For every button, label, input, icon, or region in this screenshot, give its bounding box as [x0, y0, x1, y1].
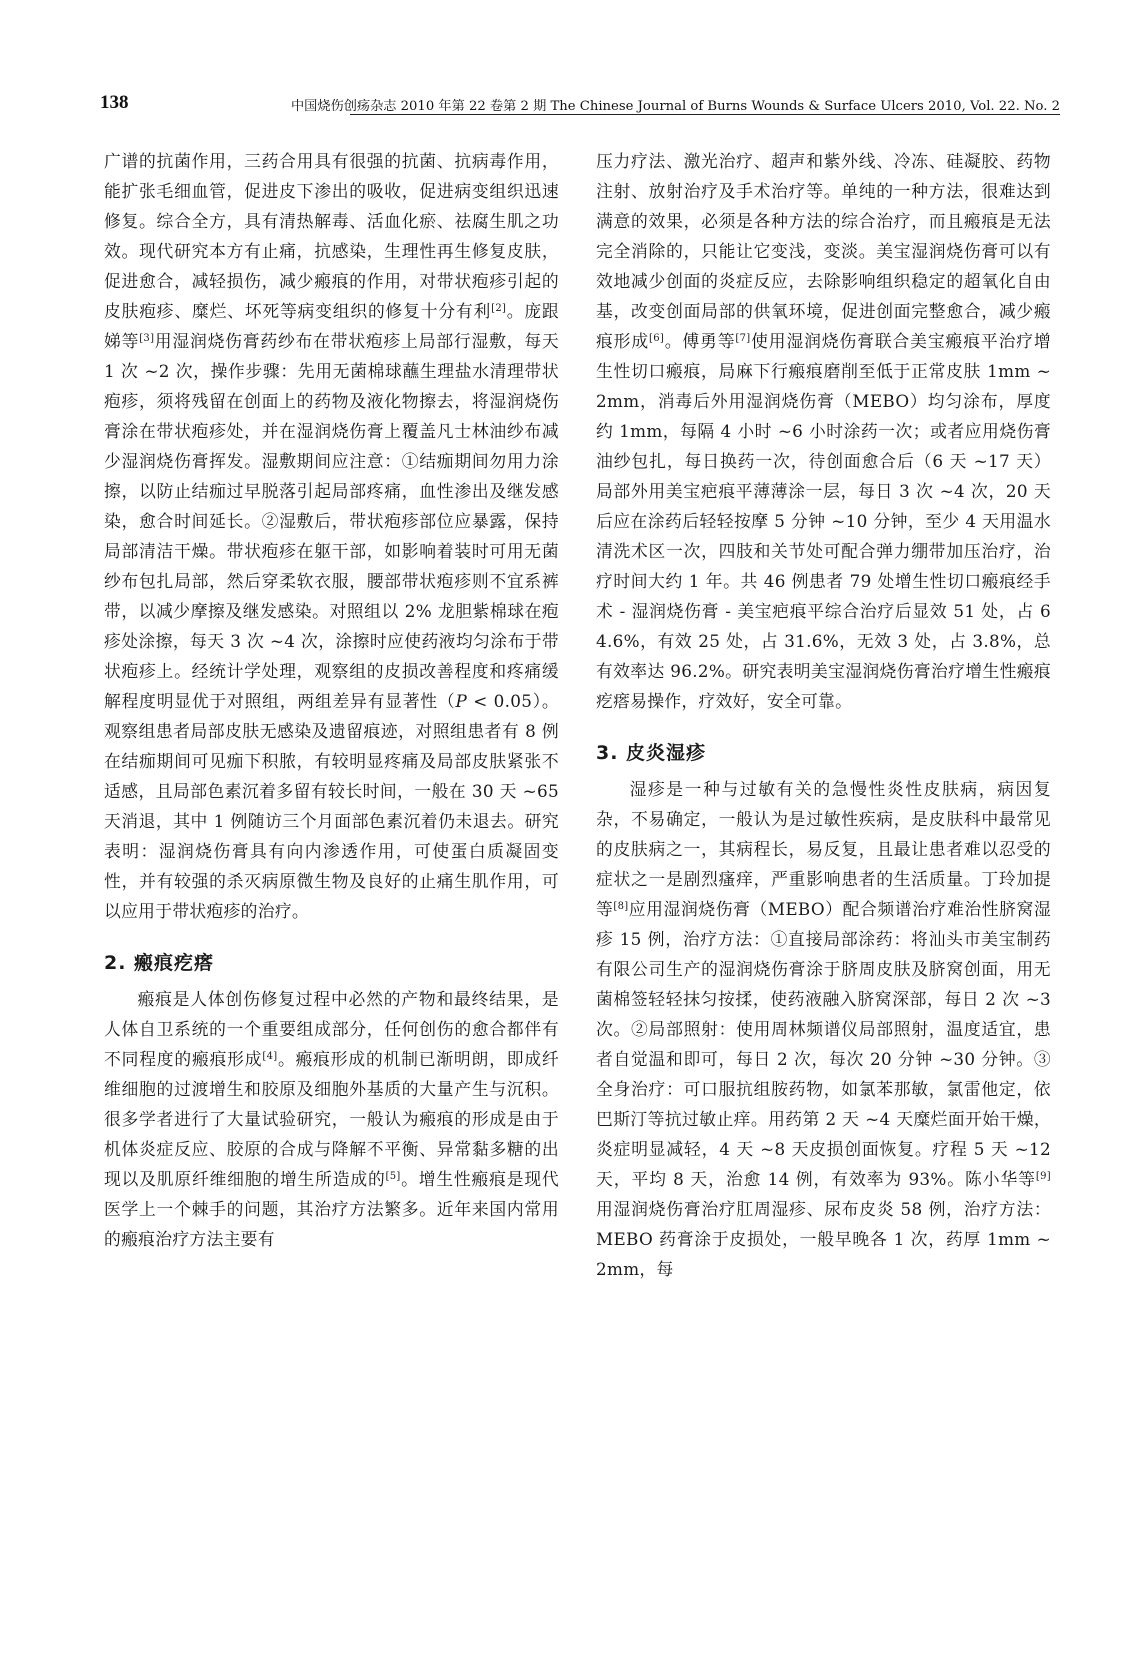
running-head: 中国烧伤创疡杂志 2010 年第 22 卷第 2 期 The Chinese Journal of Burns Wounds & Surface Ulcers 2010, Vol. 22. No. 2	[290, 99, 1060, 114]
text-run: 。庞跟娣等	[104, 301, 559, 351]
text-run: 压力疗法、激光治疗、超声和紫外线、冷冻、硅凝胶、药物注射、放射治疗及手术治疗等。单纯的一种方法，很难达到满意的效果，必须是各种方法的综合治疗，而且瘢痕是无法完全消除的，只能让它变浅，变淡。美宝湿润烧伤膏可以有效地减少创面的炎症反应，去除影响组织稳定的超氧化自由基，改变创面局部的供氧环境，促进创面完整愈合，减少瘢痕形成	[596, 151, 1051, 351]
text-run: 用湿润烧伤膏药纱布在带状疱疹上局部行湿敷，每天 1 次 ~2 次，操作步骤：先用无菌棉球蘸生理盐水清理带状疱疹，须将残留在创面上的药物及液化物擦去，将湿润烧伤膏涂在带状疱疹处，并在湿润烧伤膏上覆盖凡士林油纱布减少湿润烧伤膏挥发。湿敷期间应注意：①结痂期间勿用力涂擦，以防止结痂过早脱落引起局部疼痛，血性渗出及继发感染，愈合时间延长。②湿敷后，带状疱疹部位应暴露，保持局部清洁干燥。带状疱疹在躯干部，如影响着装时可用无菌纱布包扎局部，然后穿柔软衣服，腰部带状疱疹则不宜系裤带，以减少摩擦及继发感染。对照组以 2% 龙胆紫棉球在疱疹处涂擦，每天 3 次 ~4 次，涂擦时应使药液均匀涂布于带状疱疹上。经统计学处理，观察组的皮损改善程度和疼痛缓解程度明显优于对照组，两组差异有显著性（	[104, 331, 559, 711]
paragraph-keloid	[104, 984, 559, 1254]
paragraph-eczema	[596, 774, 1051, 1284]
text-run: 用湿润烧伤膏治疗肛周湿疹、尿布皮炎 58 例，治疗方法：MEBO 药膏涂于皮损处，一般早晚各 1 次，药厚 1mm ~2mm，每	[596, 1199, 1051, 1279]
citation-ref: [2]	[491, 303, 507, 314]
page-number: 138	[100, 92, 129, 113]
citation-ref: [8]	[613, 901, 629, 912]
text-run: 应用湿润烧伤膏（MEBO）配合频谱治疗难治性脐窝湿疹 15 例，治疗方法：①直接局部涂药：将汕头市美宝制药有限公司生产的湿润烧伤膏涂于脐周皮肤及脐窝创面，用无菌棉签轻轻抹匀按揉，使药液融入脐窝深部，每日 2 次 ~3 次。②局部照射：使用周林频谱仪局部照射，温度适宜，患者自觉温和即可，每日 2 次，每次 20 分钟 ~30 分钟。③全身治疗：可口服抗组胺药物，如氯苯那敏，氯雷他定，依巴斯汀等抗过敏止痒。用药第 2 天 ~4 天糜烂面开始干燥，炎症明显减轻，4 天 ~8 天皮损创面恢复。疗程 5 天 ~12 天，平均 8 天，治愈 14 例，有效率为 93%。陈小华等	[596, 899, 1051, 1189]
citation-ref: [6]	[649, 333, 665, 344]
section-title-keloid: 2. 瘢痕疙瘩	[104, 952, 215, 974]
text-run: 使用湿润烧伤膏联合美宝瘢痕平治疗增生性切口瘢痕，局麻下行瘢痕磨削至低于正常皮肤 1mm ~2mm，消毒后外用湿润烧伤膏（MEBO）均匀涂布，厚度约 1mm，每隔 4 小时 ~6 小时涂药一次；或者应用烧伤膏油纱包扎，每日换药一次，待创面愈合后（6 天 ~17 天）局部外用美宝疤痕平薄薄涂一层，每日 3 次 ~4 次，20 天后应在涂药后轻轻按摩 5 分钟 ~10 分钟，至少 4 天用温水清洗术区一次，四肢和关节处可配合弹力绷带加压治疗，治疗时间大约 1 年。共 46 例患者 79 处增生性切口瘢痕经手术 - 湿润烧伤膏 - 美宝疤痕平综合治疗后显效 51 处，占 64.6%，有效 25 处，占 31.6%，无效 3 处，占 3.8%，总有效率达 96.2%。研究表明美宝湿润烧伤膏治疗增生性瘢痕疙瘩易操作，疗效好，安全可靠。	[596, 331, 1051, 711]
text-run: 。傅勇等	[664, 331, 736, 351]
text-run: 广谱的抗菌作用，三药合用具有很强的抗菌、抗病毒作用，能扩张毛细血管，促进皮下渗出的吸收，促进病变组织迅速修复。综合全方，具有清热解毒、活血化瘀、祛腐生肌之功效。现代研究本方有止痛，抗感染，生理性再生修复皮肤，促进愈合，减轻损伤，减少瘢痕的作用，对带状疱疹引起的皮肤疱疹、糜烂、坏死等病变组织的修复十分有利	[104, 151, 559, 321]
section-title-dermatitis: 3. 皮炎湿疹	[596, 742, 707, 764]
left-column	[104, 146, 559, 1254]
p-value-symbol: P	[455, 691, 468, 711]
citation-ref: [3]	[139, 333, 155, 344]
text-run: < 0.05）。观察组患者局部皮肤无感染及遗留痕迹，对照组患者有 8 例在结痂期间可见痂下积脓，有较明显疼痛及局部皮肤紧张不适感，且局部色素沉着多留有较长时间，一般在 30 天 ~65 天消退，其中 1 例随访三个月面部色素沉着仍未退去。研究表明：湿润烧伤膏具有向内渗透作用，可使蛋白质凝固变性，并有较强的杀灭病原微生物及良好的止痛生肌作用，可以应用于带状疱疹的治疗。	[104, 691, 559, 921]
citation-ref: [4]	[262, 1051, 278, 1062]
paragraph-shingles-treatment	[104, 146, 559, 926]
citation-ref: [5]	[385, 1171, 401, 1182]
citation-ref: [9]	[1035, 1171, 1051, 1182]
text-run: 瘢痕是人体创伤修复过程中必然的产物和最终结果，是人体自卫系统的一个重要组成部分，任何创伤的愈合都伴有不同程度的瘢痕形成	[104, 989, 559, 1069]
header-rule	[350, 114, 1060, 115]
text-run: 。增生性瘢痕是现代医学上一个棘手的问题，其治疗方法繁多。近年来国内常用的瘢痕治疗方法主要有	[104, 1169, 559, 1249]
paragraph-scar-therapy	[596, 146, 1051, 716]
right-column	[596, 146, 1051, 1284]
citation-ref: [7]	[735, 333, 751, 344]
text-run: 湿疹是一种与过敏有关的急慢性炎性皮肤病，病因复杂，不易确定，一般认为是过敏性疾病，是皮肤科中最常见的皮肤病之一，其病程长，易反复，且最让患者难以忍受的症状之一是剧烈瘙痒，严重影响患者的生活质量。丁玲加提等	[596, 779, 1051, 919]
page-header	[100, 92, 1060, 120]
text-run: 。瘢痕形成的机制已渐明朗，即成纤维细胞的过渡增生和胶原及细胞外基质的大量产生与沉积。很多学者进行了大量试验研究，一般认为瘢痕的形成是由于机体炎症反应、胶原的合成与降解不平衡、异常黏多糖的出现以及肌原纤维细胞的增生所造成的	[104, 1049, 559, 1189]
